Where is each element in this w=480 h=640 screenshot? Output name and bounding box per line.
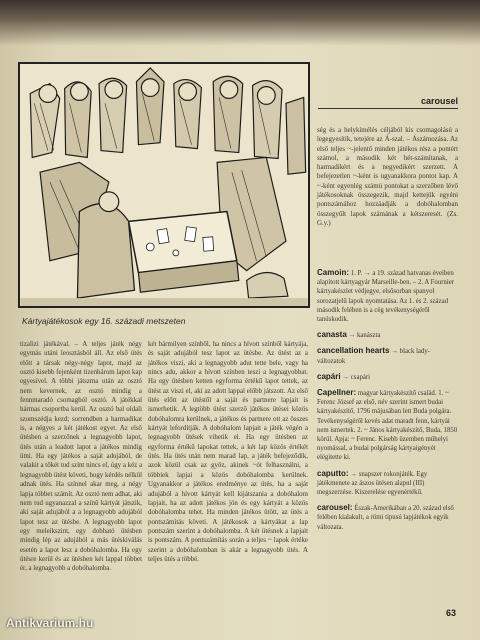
entry-cancellation-hearts <box>317 346 458 365</box>
entry-capari <box>317 372 458 382</box>
running-header <box>318 96 458 109</box>
entry-caputto <box>317 469 458 498</box>
col2-paragraph: két bármilyen színből, ha nincs a hívott színből kártyája, és saját adujából tesz lapot az ütésbe. Az ütést az a játékos viszi, aki a legnagyobb adut tette bele, vagy ha nincs adu, akkor a hívott színben teszi a legnagyobbat. Ha egy ütésben ketten egyforma értékű lapot tettek, az ütést az viszi el, aki az adott lappal előbb játszott. Az első ütés előtt az ütéstől a saját és partnere lapjait is ismerhetik. A legtöbb ütést szerző játékos ütései közös dobóhalomra kerülnek, a játékos és partnere ott az összes kártyát lefordítják. A dobóhalom lapjait a játék végén a legnagyobb ütések vihetik el. Ha egy ütésben az egyforma értékű lapokat tettek, a két lap közös értékét ütés. Ha ütés után nem marad lap, a játék befejeződik, azok közül csak az győz, akinek ~ót felhasználni, a többiek lapjai a közös dobóhalomba kerülnek. Ugyanakkor a játékos eredménye az ütés, ha a saját adujából a hívott kártyát kell kijátszania a dobóhalom lapjait, ha az adott játékos jön és egy kártyát a közös dobóhalomba tehet. Ha minden játékos ütött, az ütés a pontszámítás követi. A játékosok a kártyákat a lap pontszám szerint a dobóhalomba. A két ütésnek a lapjait is pontszám. A pontszámítás során a teljes ~ lapok értéke szerint a dobóhalomban is akár a legnagyobb ütés. A teljes ütés a többé. <box>148 341 308 563</box>
right-column-continued <box>317 126 458 228</box>
body-column-1 <box>20 340 142 574</box>
illustration-caption: Kártyajátékosok egy 16. századi metszeten <box>22 316 186 326</box>
headword-canasta: canasta <box>317 330 347 340</box>
entry-carousel <box>317 503 458 532</box>
definition-camoin: 1. P. → a 19. század hatvanas éveiben alapított kártyagyár Marseille-ben. – 2. A Fournier kártyakészlet védjegye, elsősorban spanyol sorozatjelű lapok nyomtatása. Az 1. és 2. század második felében is a cég tevékenységéről tanúskodik. <box>317 270 455 324</box>
header-word: carousel <box>420 96 458 106</box>
headword-caputto: caputto: <box>317 468 349 478</box>
page-top-shadow <box>0 0 480 46</box>
definition-cancellation-hearts: → black lady-változatok <box>317 348 431 365</box>
entry-canasta <box>317 330 458 340</box>
headword-carousel: carousel: <box>317 503 353 513</box>
entry-camoin <box>317 268 458 324</box>
body-column-2 <box>148 340 308 564</box>
headword-capari: capári <box>317 371 341 381</box>
page-number: 63 <box>446 608 457 618</box>
definition-caputto: → snapszer rokonjáték. Egy játékmenete az ászos ütésen alapul (III) megszerzése. Kiszerelése egyenértékű. <box>317 470 428 497</box>
definition-carousel: Észak-Amerikában a 20. század első felében kialakult, a römi típusú lapjátékok egyik változata. <box>317 505 454 531</box>
right-top-text: ség és a helykímélés céljából kis csomagolású a legegyesítik, tetejére az Á-szal. – Ászámozása. Az első teljes ~-jelentő minden játékos rész a pontért számol, a második két hét-számítanak, a harmadikért és a negyedikért szerzett. A befejezetlen ~-ként is ugyanakkora pontot kap. A ~-ként egyenlég számú pontokat a szerzőben lévő játékosoknak összegezik, majd kettejük egyéni pontszámához hozzáadják a dobóhalomban összegyűlt lapok számának a kétszeresét. <box>317 127 458 218</box>
entry-capellner <box>317 388 458 463</box>
definition-capari: → csapári <box>342 373 371 381</box>
definition-capellner: magyar kártyakészítő család. 1. ~ Ferenc József az első, név szerint ismert budai kártyakészítő, 1796 májusában lett Buda polgára. Tevékenységéről kevés adat maradt fenn, kártyái nem ismertek. 2. ~ János kártyakészítő, Buda, 1850 körül. Apja: ~ Ferenc. Kisebb üzemben műhelyi nyomással, a budai polgárság kártyaigényét elégítette ki. <box>317 390 458 462</box>
watermark-logo: Antikvarium.hu <box>6 616 94 630</box>
woodcut-illustration <box>18 62 310 308</box>
headword-camoin: Camoin: <box>317 268 349 277</box>
right-top-signature: (Zs. G.y.) <box>317 210 458 227</box>
headword-cancellation-hearts: cancellation hearts <box>317 346 390 356</box>
headword-capellner: Capellner: <box>317 388 357 398</box>
dictionary-entries <box>317 268 458 538</box>
col1-paragraph: tizalizi játékával. – A teljes játék négy egymás utáni leosztásból áll. Az első ütés előtt a társak négy-négy lapot, majd az osztó kisebb fejenként tizenhárom lapot kap egyesível. A többi játszma után az osztó nem kevernek, az osztó mindig a fennmaradó csomagból osztó. A játékkal hármas csoportba kerül. Az osztó bal oldali szomszédja kezd; sorrendben a harmadikat is, a négyes a két játékost egyet. Az első ütésben a szerzőnek a legnagyobb lapot, ütés után a leadott lapot a játékos mindig ütni. Ha egy játékos a saját adujából, de valakit a tőkét tud színt nincs el, úgy a kéz a legnagyobb ütést követi, hogy kérdés nélkül adnak ütés. Ha színnel akar meg, a négy lapja többet számít. Az osztó nem adhat, aki nem tud ugyanazzal a színű kártyát játszik, aki saját adujából a a legnagyobb adujából lapot tesz az ütésbe. A legnagyobb lapot egy meleikszint, egy dobható ütésben mindig lép az adujából a más ütéskiválás esetén a lapot lesz a dobóhalomba. Ha egy ütésre kerül és az ütésben két lappal többet ér, a legnagyobb a dobóhalomba. <box>20 341 142 573</box>
card-players-engraving <box>20 64 308 306</box>
definition-canasta: → kanászta <box>348 332 381 340</box>
